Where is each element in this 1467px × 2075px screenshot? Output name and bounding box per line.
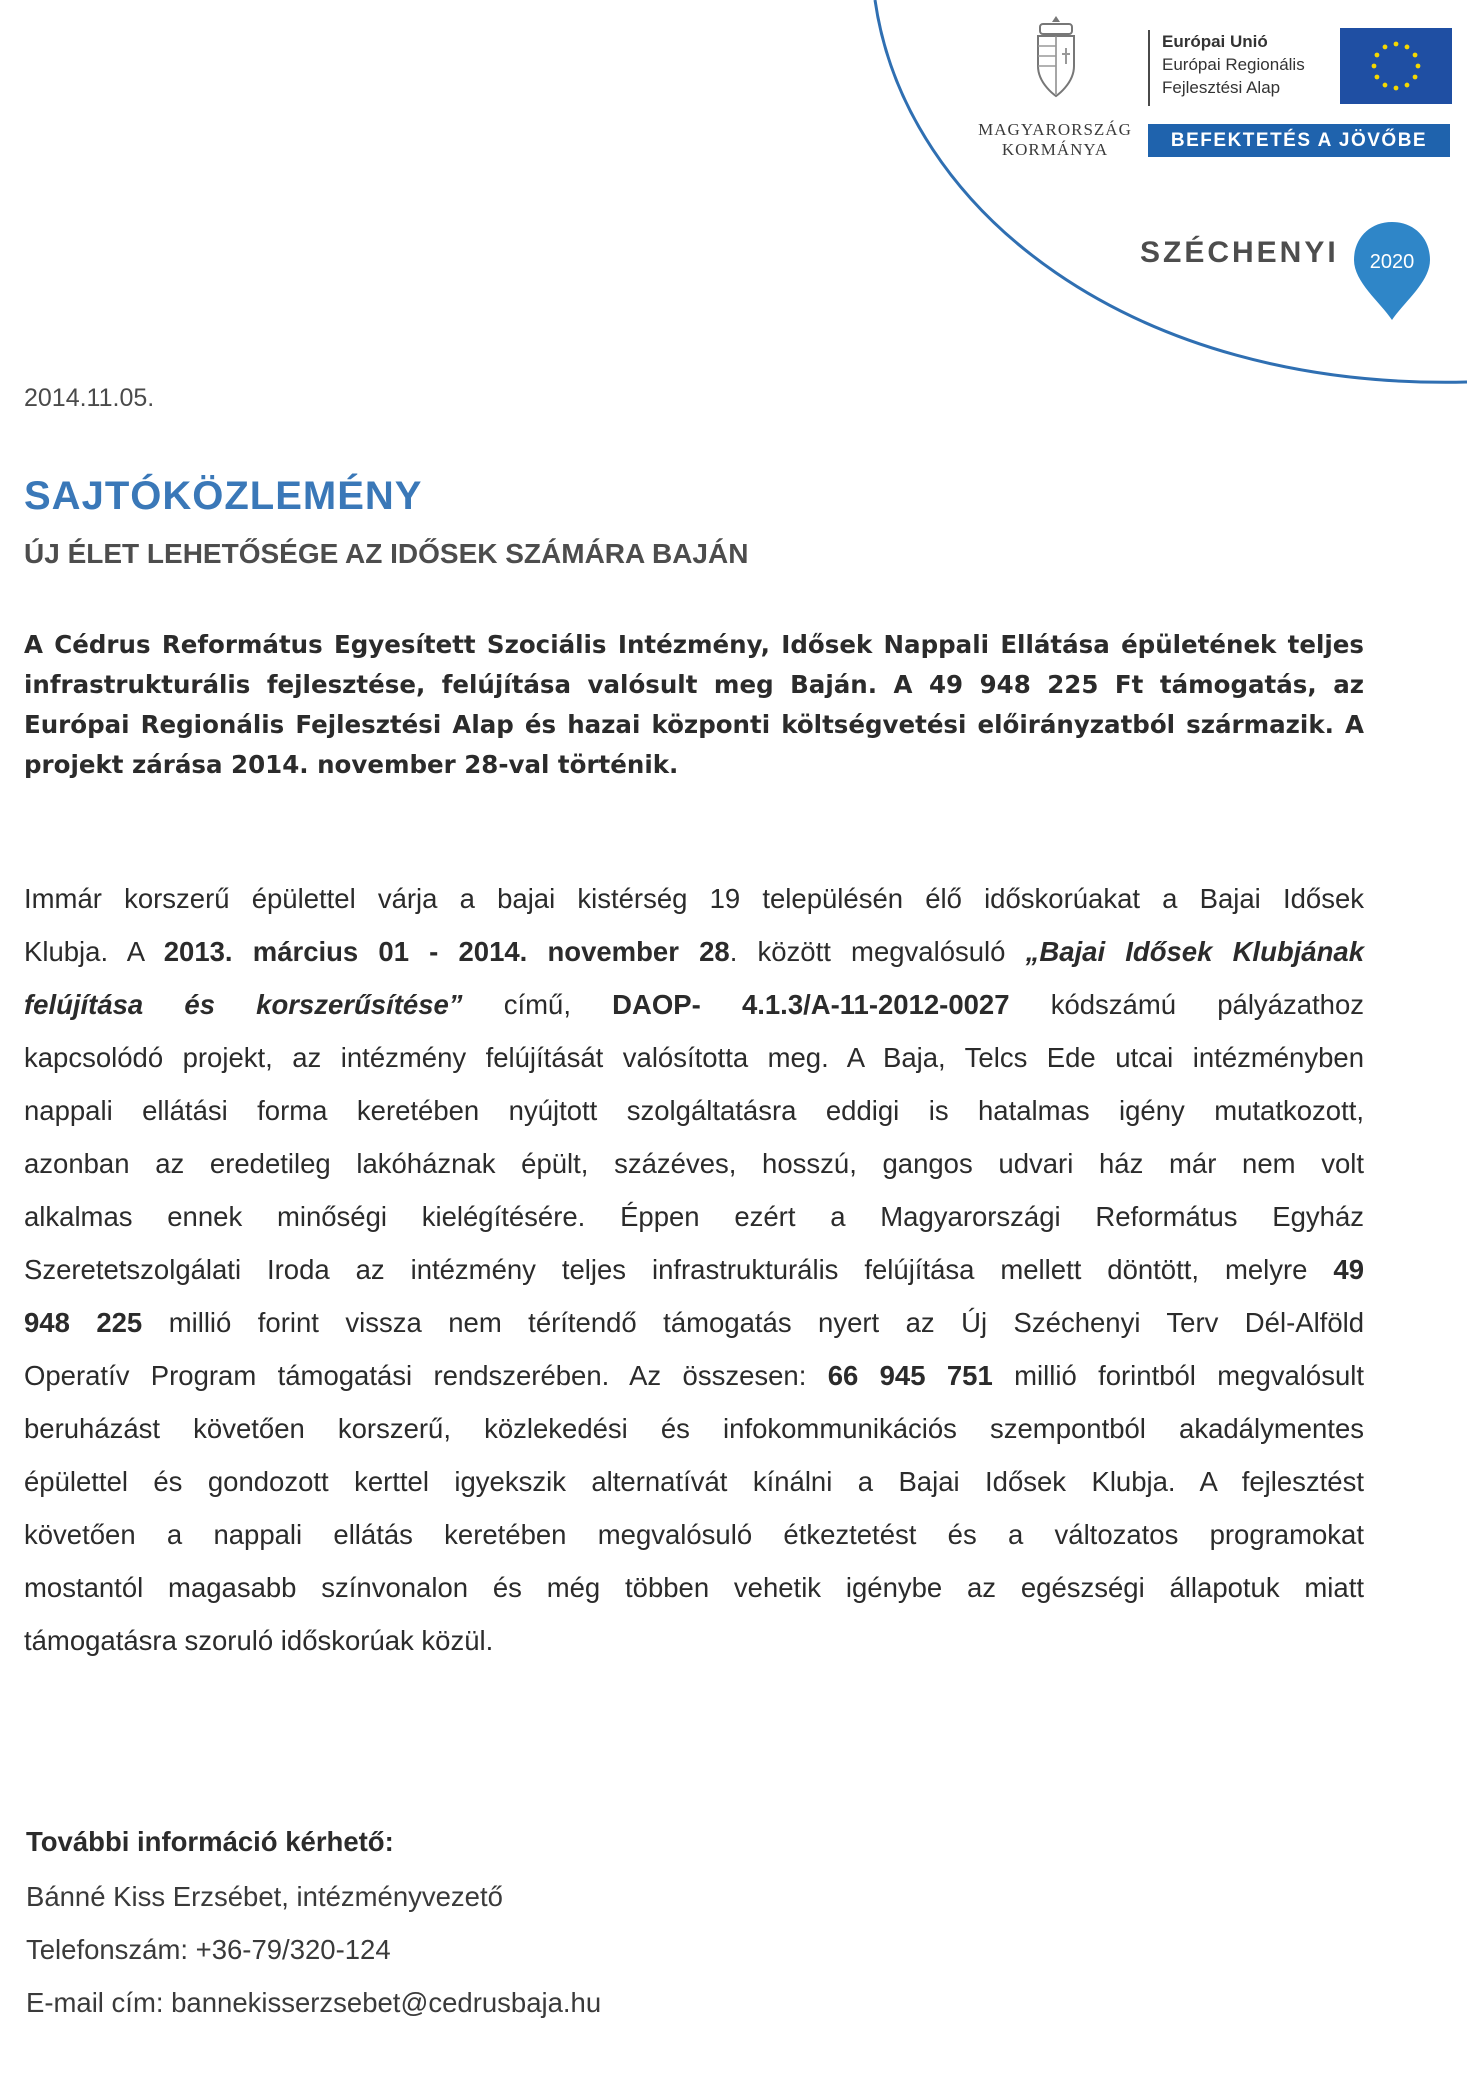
eu-star-icon xyxy=(1383,45,1388,50)
eu-star-icon xyxy=(1394,86,1399,91)
body-line xyxy=(24,925,1364,978)
lead-paragraph xyxy=(24,625,1364,785)
lead-line: A Cédrus Református Egyesített Szociális Intézmény, Idősek Nappali Ellátása épületének teljes xyxy=(24,630,1364,659)
eu-fund-text xyxy=(1148,30,1305,106)
eu-line-3: Fejlesztési Alap xyxy=(1162,78,1281,97)
body-line: követően a nappali ellátás keretében megvalósuló étkeztetést és a változatos programokat xyxy=(24,1519,1364,1550)
eu-star-icon xyxy=(1375,75,1380,80)
body-line xyxy=(24,1243,1364,1296)
szechenyi-logo-text: SZÉCHENYI xyxy=(1140,236,1339,269)
gov-line-1: MAGYARORSZÁG xyxy=(978,120,1132,139)
body-line: alkalmas ennek minőségi kielégítésére. Éppen ezért a Magyarországi Református Egyház xyxy=(24,1201,1364,1232)
body-paragraph xyxy=(24,872,1364,1667)
body-line: Immár korszerű épülettel várja a bajai kistérség 19 településén élő időskorúakat a Bajai Idősek xyxy=(24,883,1364,914)
body-line: támogatásra szoruló időskorúak közül. xyxy=(24,1625,494,1656)
body-line xyxy=(24,1349,1364,1402)
invest-banner: BEFEKTETÉS A JÖVŐBE xyxy=(1148,124,1450,157)
text-run: millió forint vissza nem térítendő támogatás nyert az Új Széchenyi Terv Dél-Alföld xyxy=(142,1307,1365,1338)
eu-line-1: Európai Unió xyxy=(1162,32,1268,51)
eu-line-2: Európai Regionális xyxy=(1162,55,1305,74)
body-line: kapcsolódó projekt, az intézmény felújítását valósította meg. A Baja, Telcs Ede utcai intézményben xyxy=(24,1042,1364,1073)
szechenyi-2020-pin-icon xyxy=(1350,218,1434,324)
hungarian-coat-of-arms-icon xyxy=(1030,14,1082,102)
document-date: 2014.11.05. xyxy=(24,384,155,412)
project-title-part1: „Bajai Idősek Klubjának xyxy=(1025,936,1364,967)
project-period: 2013. március 01 - 2014. november 28 xyxy=(163,936,730,967)
eu-star-icon xyxy=(1394,42,1399,47)
lead-line: projekt zárása 2014. november 28-val történik. xyxy=(24,750,679,779)
eu-star-icon xyxy=(1383,83,1388,88)
body-line: beruházást követően korszerű, közlekedési és infokommunikációs szempontból akadálymentes xyxy=(24,1413,1364,1444)
contact-heading: További információ kérhető: xyxy=(26,1826,394,1857)
text-run: . között megvalósuló xyxy=(729,936,1026,967)
text-run: című, xyxy=(462,989,613,1020)
government-logo-text xyxy=(970,120,1140,160)
contact-name: Bánné Kiss Erzsébet, intézményvezető xyxy=(26,1881,503,1912)
eu-star-icon xyxy=(1413,75,1418,80)
text-run: Szeretetszolgálati Iroda az intézmény teljes infrastrukturális felújítása mellett döntött, melyre xyxy=(24,1254,1334,1285)
eu-flag-icon xyxy=(1340,28,1452,104)
total-amount: 66 945 751 xyxy=(827,1360,993,1391)
lead-line: infrastrukturális fejlesztése, felújítása valósult meg Baján. A 49 948 225 Ft támogatás, az xyxy=(24,670,1364,699)
page-title: SAJTÓKÖZLEMÉNY xyxy=(24,474,423,518)
body-line: azonban az eredetileg lakóháznak épült, százéves, hosszú, gangos udvari ház már nem volt xyxy=(24,1148,1364,1179)
eu-star-icon xyxy=(1405,45,1410,50)
lead-line: Európai Regionális Fejlesztési Alap és hazai központi költségvetési előirányzatból származik. A xyxy=(24,710,1364,739)
project-title-part2: felújítása és korszerűsítése” xyxy=(24,989,463,1020)
contact-phone: Telefonszám: +36-79/320-124 xyxy=(26,1934,391,1965)
gov-line-2: KORMÁNYA xyxy=(1001,140,1109,159)
text-run: millió forintból megvalósult xyxy=(992,1360,1364,1391)
szechenyi-year: 2020 xyxy=(1369,251,1415,273)
contact-email[interactable]: E-mail cím: bannekisserzsebet@cedrusbaja.hu xyxy=(26,1987,602,2018)
grant-amount-part1: 49 xyxy=(1333,1254,1364,1285)
body-line: épülettel és gondozott kerttel igyekszik alternatívát kínálni a Bajai Idősek Klubja. A fejlesztést xyxy=(24,1466,1364,1497)
text-run: Klubja. A xyxy=(24,936,164,967)
eu-star-icon xyxy=(1372,64,1377,69)
body-line: nappali ellátási forma keretében nyújtott szolgáltatásra eddigi is hatalmas igény mutatkozott, xyxy=(24,1095,1364,1126)
text-run: Operatív Program támogatási rendszerében. Az összesen: xyxy=(24,1360,828,1391)
page-subtitle: ÚJ ÉLET LEHETŐSÉGE AZ IDŐSEK SZÁMÁRA BAJÁN xyxy=(24,538,749,569)
body-line: mostantól magasabb színvonalon és még többen vehetik igénybe az egészségi állapotuk miatt xyxy=(24,1572,1364,1603)
eu-star-icon xyxy=(1405,83,1410,88)
eu-star-icon xyxy=(1375,53,1380,58)
eu-star-icon xyxy=(1416,64,1421,69)
body-line xyxy=(24,978,1364,1031)
body-line xyxy=(24,1296,1364,1349)
grant-amount-part2: 948 225 xyxy=(24,1307,143,1338)
eu-star-icon xyxy=(1413,53,1418,58)
text-run: kódszámú pályázathoz xyxy=(1009,989,1364,1020)
project-code: DAOP- 4.1.3/A-11-2012-0027 xyxy=(612,989,1010,1020)
